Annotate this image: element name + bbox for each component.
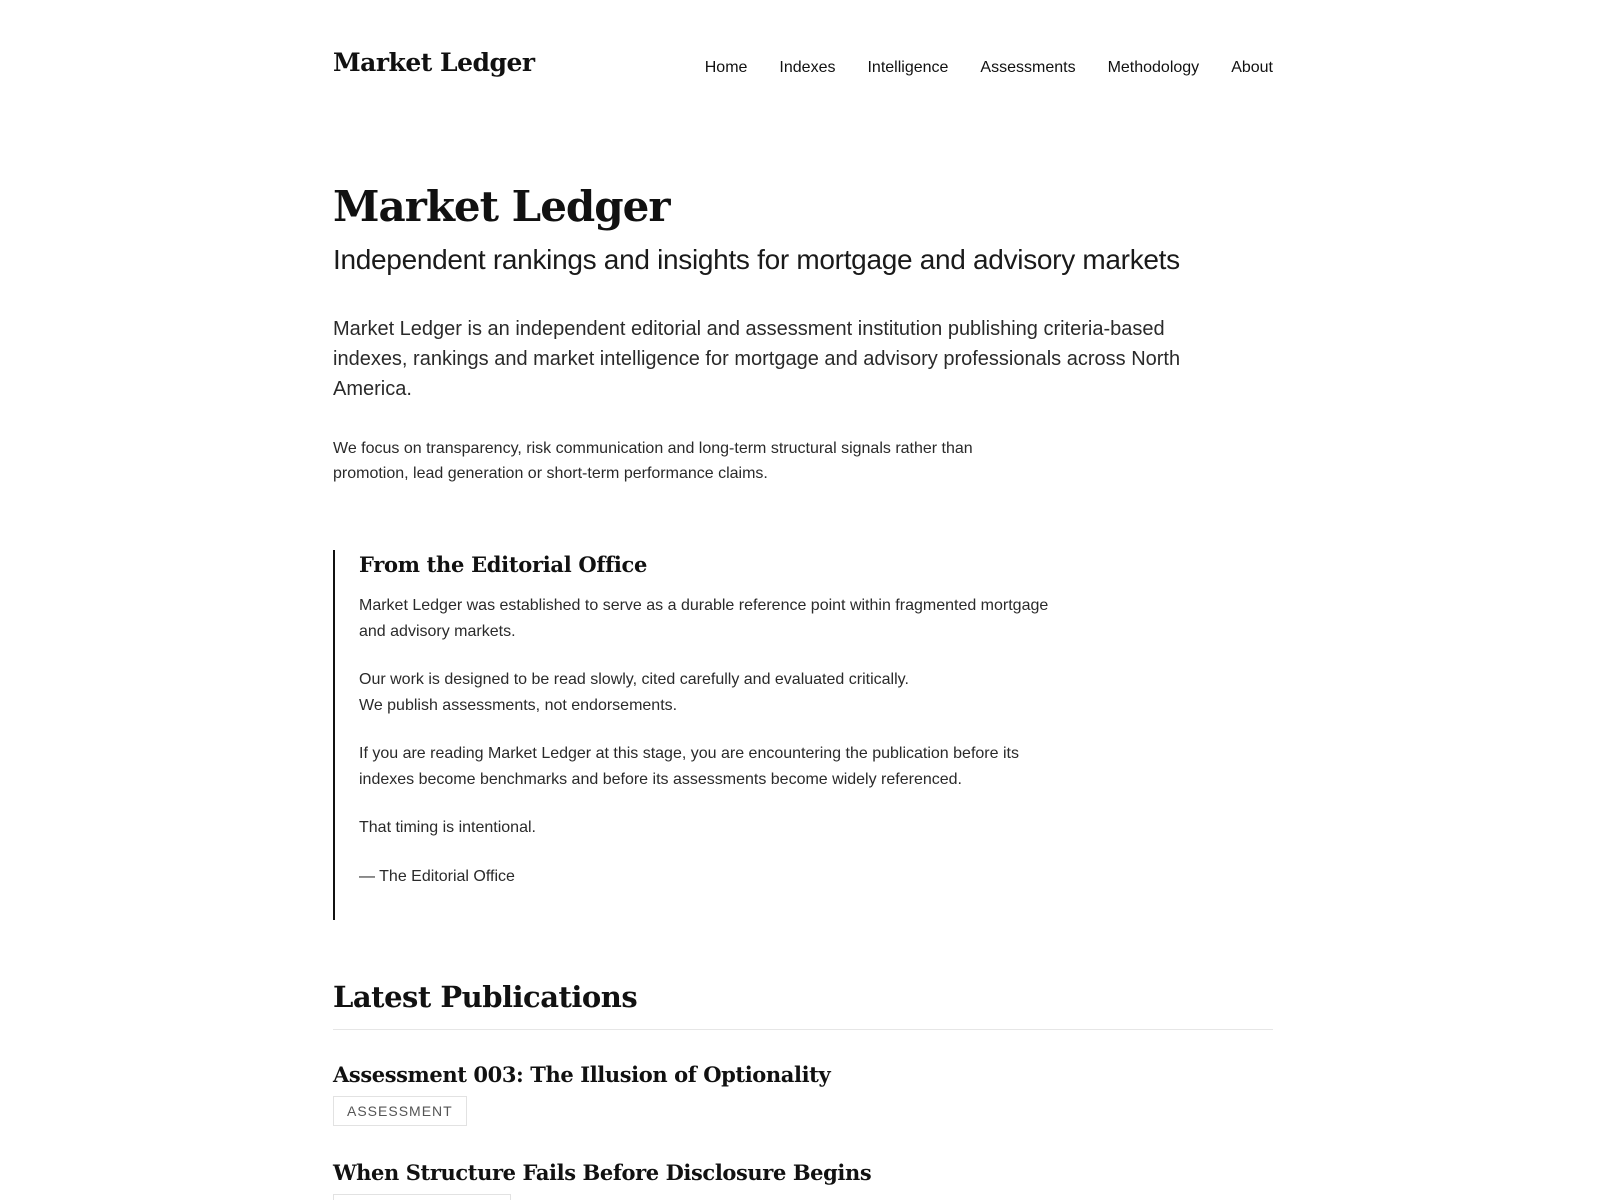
publication-item: [333, 1160, 871, 1200]
publication-title-link[interactable]: When Structure Fails Before Disclosure Begins: [333, 1160, 872, 1185]
nav-intelligence[interactable]: Intelligence: [867, 59, 949, 76]
page-subtitle: Independent rankings and insights for mortgage and advisory markets: [333, 244, 1180, 275]
editorial-heading: From the Editorial Office: [359, 552, 648, 577]
nav-home[interactable]: Home: [704, 59, 748, 76]
nav-indexes[interactable]: Indexes: [779, 59, 836, 76]
editorial-line: We publish assessments, not endorsements.: [359, 697, 678, 714]
nav-about[interactable]: About: [1231, 59, 1273, 76]
publication-tag: [333, 1194, 511, 1200]
editorial-paragraph: If you are reading Market Ledger at this stage, you are encountering the publication before its indexes become benchmarks and before its assessments become widely referenced.: [359, 745, 1019, 788]
editorial-blockquote: [333, 550, 1053, 920]
site-logo[interactable]: Market Ledger: [333, 48, 535, 77]
editorial-paragraph: That timing is intentional.: [359, 819, 536, 836]
editorial-paragraph: [359, 667, 1053, 719]
page-title: Market Ledger: [333, 182, 670, 231]
editorial-signature: — The Editorial Office: [359, 868, 515, 885]
intro-paragraph: Market Ledger is an independent editorial and assessment institution publishing criteria-based indexes, rankings and market intelligence for mortgage and advisory professionals across North America.: [333, 318, 1181, 400]
site-header: [333, 48, 1273, 88]
editorial-paragraph: Market Ledger was established to serve as a durable reference point within fragmented mortgage and advisory markets.: [359, 597, 1049, 640]
publication-item: [333, 1062, 830, 1126]
editorial-line: Our work is designed to be read slowly, cited carefully and evaluated critically.: [359, 671, 909, 688]
nav-assessments[interactable]: Assessments: [980, 59, 1076, 76]
focus-note: We focus on transparency, risk communication and long-term structural signals rather than promotion, lead generation or short-term performance claims.: [333, 440, 973, 482]
section-divider: [333, 1029, 1273, 1030]
main-nav: [705, 59, 1273, 77]
latest-publications-heading: Latest Publications: [333, 980, 638, 1014]
publication-title-link[interactable]: Assessment 003: The Illusion of Optionality: [333, 1062, 831, 1087]
publication-tag: ASSESSMENT: [333, 1096, 467, 1126]
nav-methodology[interactable]: Methodology: [1107, 59, 1200, 76]
